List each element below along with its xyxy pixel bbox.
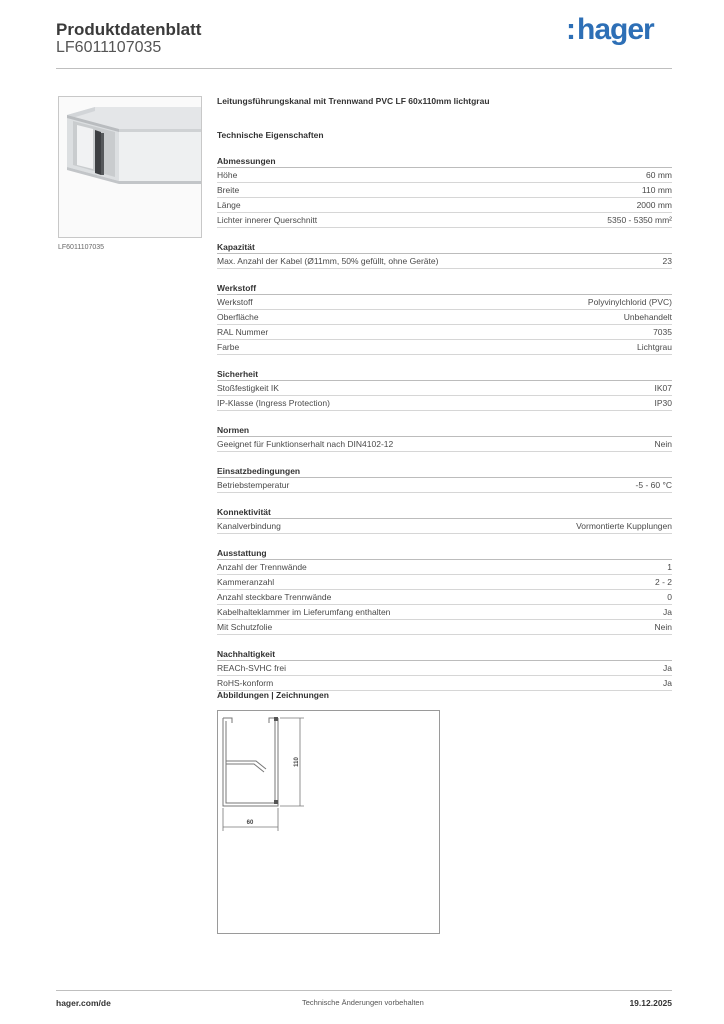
section-title: Kapazität — [217, 241, 672, 254]
specification-panel — [217, 96, 672, 691]
logo-dots: : — [566, 13, 576, 46]
spec-label: Kanalverbindung — [217, 521, 281, 531]
spec-label: Länge — [217, 200, 241, 210]
spec-row — [217, 295, 672, 310]
spec-label: Kabelhalteklammer im Lieferumfang enthalten — [217, 607, 391, 617]
spec-row — [217, 183, 672, 198]
spec-label: IP-Klasse (Ingress Protection) — [217, 398, 330, 408]
spec-row — [217, 605, 672, 620]
dimension-width: 60 — [246, 820, 254, 826]
spec-sections — [217, 155, 672, 691]
spec-section — [217, 547, 672, 635]
image-caption: LF6011107035 — [58, 244, 105, 251]
spec-section — [217, 506, 672, 534]
footer-note: Technische Änderungen vorbehalten — [302, 998, 424, 1007]
spec-value: 7035 — [653, 327, 672, 337]
spec-label: Betriebstemperatur — [217, 480, 290, 490]
footer-divider — [56, 990, 672, 991]
spec-label: Anzahl der Trennwände — [217, 562, 307, 572]
logo-text: hager — [577, 13, 654, 46]
spec-row — [217, 575, 672, 590]
spec-value: IK07 — [654, 383, 672, 393]
spec-section — [217, 282, 672, 355]
section-title: Einsatzbedingungen — [217, 465, 672, 478]
spec-row — [217, 396, 672, 411]
spec-row — [217, 254, 672, 269]
spec-label: Stoßfestigkeit IK — [217, 383, 279, 393]
spec-label: RoHS-konform — [217, 678, 274, 688]
spec-value: 2 - 2 — [654, 577, 672, 587]
section-title: Abmessungen — [217, 155, 672, 168]
spec-value: Unbehandelt — [623, 312, 672, 322]
section-title: Konnektivität — [217, 506, 672, 519]
footer-website: hager.com/de — [56, 998, 111, 1008]
cable-duct-illustration — [59, 97, 201, 237]
section-title: Sicherheit — [217, 368, 672, 381]
spec-label: Höhe — [217, 170, 238, 180]
spec-value: Ja — [663, 663, 672, 673]
spec-row — [217, 381, 672, 396]
spec-row — [217, 213, 672, 228]
spec-row — [217, 325, 672, 340]
spec-value: 23 — [662, 256, 672, 266]
spec-value: 5350 - 5350 mm² — [607, 215, 672, 225]
spec-value: Ja — [663, 678, 672, 688]
spec-row — [217, 310, 672, 325]
spec-section — [217, 368, 672, 411]
spec-section — [217, 424, 672, 452]
spec-value: -5 - 60 °C — [635, 480, 672, 490]
spec-value: 1 — [667, 562, 672, 572]
spec-section — [217, 155, 672, 228]
technical-drawing — [217, 710, 440, 934]
spec-value: 2000 mm — [636, 200, 672, 210]
spec-label: Kammeranzahl — [217, 577, 275, 587]
spec-label: REACh-SVHC frei — [217, 663, 286, 673]
spec-label: Max. Anzahl der Kabel (Ø11mm, 50% gefüllt, ohne Geräte) — [217, 256, 439, 266]
section-title: Werkstoff — [217, 282, 672, 295]
tech-properties-heading: Technische Eigenschaften — [217, 130, 324, 140]
header-divider — [56, 68, 672, 69]
spec-value: Ja — [663, 607, 672, 617]
spec-label: Geeignet für Funktionserhalt nach DIN4102-12 — [217, 439, 394, 449]
spec-row — [217, 590, 672, 605]
spec-row — [217, 676, 672, 691]
spec-row — [217, 661, 672, 676]
spec-value: 0 — [667, 592, 672, 602]
drawings-heading: Abbildungen | Zeichnungen — [217, 690, 329, 700]
spec-label: Lichter innerer Querschnitt — [217, 215, 318, 225]
spec-value: IP30 — [654, 398, 672, 408]
cross-section-drawing — [218, 711, 439, 933]
spec-row — [217, 437, 672, 452]
spec-label: RAL Nummer — [217, 327, 269, 337]
spec-row — [217, 340, 672, 355]
spec-row — [217, 519, 672, 534]
spec-value: Polyvinylchlorid (PVC) — [587, 297, 672, 307]
page-title: Produktdatenblatt — [56, 20, 202, 39]
spec-label: Breite — [217, 185, 240, 195]
section-title: Nachhaltigkeit — [217, 648, 672, 661]
footer-date: 19.12.2025 — [629, 998, 672, 1008]
spec-value: 110 mm — [641, 185, 672, 195]
spec-label: Oberfläche — [217, 312, 259, 322]
section-title: Ausstattung — [217, 547, 672, 560]
spec-label: Mit Schutzfolie — [217, 622, 273, 632]
spec-row — [217, 620, 672, 635]
spec-value: Lichtgrau — [637, 342, 672, 352]
article-number: LF6011107035 — [56, 39, 162, 56]
spec-value: 60 mm — [646, 170, 672, 180]
spec-row — [217, 560, 672, 575]
spec-section — [217, 648, 672, 691]
product-image — [58, 96, 202, 238]
product-description: Leitungsführungskanal mit Trennwand PVC LF 60x110mm lichtgrau — [217, 96, 490, 106]
spec-label: Farbe — [217, 342, 240, 352]
spec-section — [217, 241, 672, 269]
spec-row — [217, 168, 672, 183]
dimension-height: 110 — [294, 757, 300, 767]
spec-value: Nein — [654, 622, 672, 632]
spec-value: Vormontierte Kupplungen — [576, 521, 672, 531]
hager-logo — [566, 13, 654, 47]
spec-row — [217, 198, 672, 213]
section-title: Normen — [217, 424, 672, 437]
spec-section — [217, 465, 672, 493]
spec-value: Nein — [654, 439, 672, 449]
spec-label: Werkstoff — [217, 297, 253, 307]
spec-label: Anzahl steckbare Trennwände — [217, 592, 332, 602]
spec-row — [217, 478, 672, 493]
